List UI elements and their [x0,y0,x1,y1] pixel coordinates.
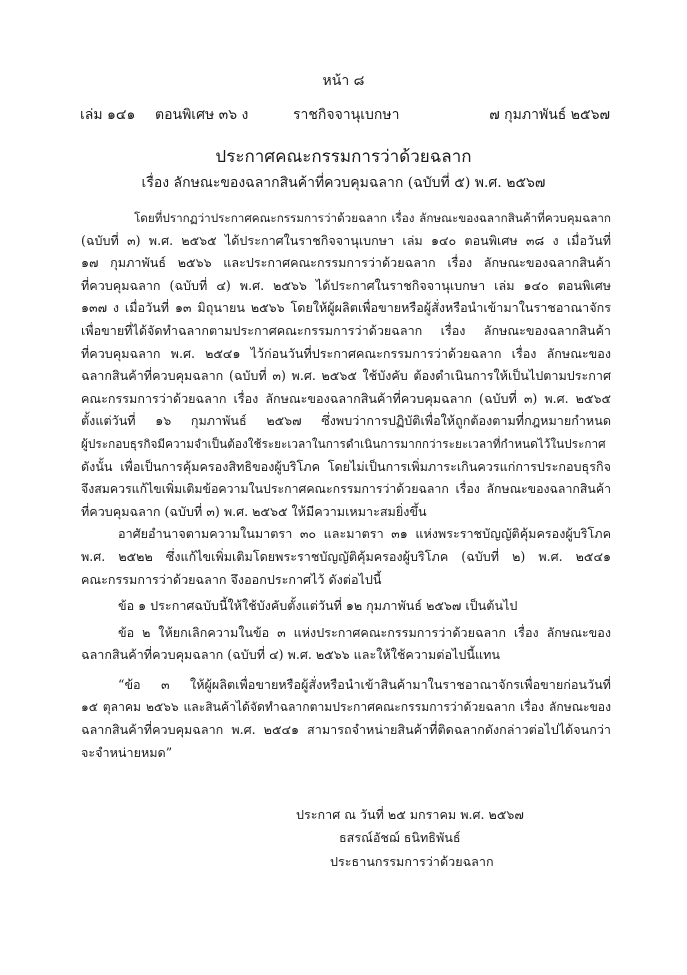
clause-2 [81,622,611,667]
volume-label: เล่ม ๑๔๑ [80,107,136,123]
text-line: พ.ศ. ๒๕๒๒ ซึ่งแก้ไขเพิ่มเติมโดยพระราชบัญญัติคุ้มครองผู้บริโภค (ฉบับที่ ๒) พ.ศ. ๒๕๔๑ [81,548,611,564]
authority-paragraph [81,523,611,591]
text-line: เพื่อขายที่ได้จัดทำฉลากตามประกาศคณะกรรมการว่าด้วยฉลาก เรื่อง ลักษณะของฉลากสินค้า [81,322,611,338]
text-line: (ฉบับที่ ๓) พ.ศ. ๒๕๖๕ ได้ประกาศในราชกิจจานุเบกษา เล่ม ๑๔๐ ตอนพิเศษ ๓๘ ง เมื่อวันที่ [81,232,611,248]
text-line: ตั้งแต่วันที่ ๑๖ กุมภาพันธ์ ๒๕๖๗ ซึ่งพบว่าการปฏิบัติเพื่อให้ถูกต้องตามที่กฎหมายกำหนด [81,413,611,429]
document-title: ประกาศคณะกรรมการว่าด้วยฉลาก [215,147,472,167]
text-line: ฉลากสินค้าที่ควบคุมฉลาก (ฉบับที่ ๔) พ.ศ. ๒๕๖๖ และให้ใช้ความต่อไปนี้แทน [81,647,500,663]
preamble-paragraph [81,207,611,523]
text-line: ข้อ ๒ ให้ยกเลิกความในข้อ ๓ แห่งประกาศคณะกรรมการว่าด้วยฉลาก เรื่อง ลักษณะของ [118,624,611,640]
text-line: คณะกรรมการว่าด้วยฉลาก เรื่อง ลักษณะของฉลากสินค้าที่ควบคุมฉลาก (ฉบับที่ ๓) พ.ศ. ๒๕๖๕ [81,390,611,406]
signatory-name: ธสรณ์อัชฌ์ ธนิทธิพันธ์ [339,830,461,845]
text-line: จะจำหน่ายหมด” [81,744,173,760]
text-line: จึงสมควรแก้ไขเพิ่มเติมข้อความในประกาศคณะกรรมการว่าด้วยฉลาก เรื่อง ลักษณะของฉลากสินค้า [81,482,611,497]
text-line: ที่ควบคุมฉลาก (ฉบับที่ ๓) พ.ศ. ๒๕๖๕ ให้มีความเหมาะสมยิ่งขึ้น [81,503,427,519]
signatory-position: ประธานกรรมการว่าด้วยฉลาก [330,854,494,869]
clause-1: ข้อ ๑ ประกาศฉบับนี้ให้ใช้บังคับตั้งแต่วันที่ ๑๒ กุมภาพันธ์ ๒๕๖๗ เป็นต้นไป [118,598,518,614]
text-line: คณะกรรมการว่าด้วยฉลาก จึงออกประกาศไว้ ดังต่อไปนี้ [81,571,382,587]
document-subtitle: เรื่อง ลักษณะของฉลากสินค้าที่ควบคุมฉลาก (ฉบับที่ ๕) พ.ศ. ๒๕๖๗ [141,175,546,191]
page-number: หน้า ๘ [322,73,365,89]
issue-label: ตอนพิเศษ ๓๖ ง [155,107,249,123]
document-body [81,207,611,764]
text-line: อาศัยอำนาจตามความในมาตรา ๓๐ และมาตรา ๓๑ แห่งพระราชบัญญัติคุ้มครองผู้บริโภค [118,526,611,542]
text-line: โดยที่ปรากฏว่าประกาศคณะกรรมการว่าด้วยฉลาก เรื่อง ลักษณะของฉลากสินค้าที่ควบคุมฉลาก [134,211,611,225]
gazette-date: ๗ กุมภาพันธ์ ๒๕๖๗ [489,107,610,123]
text-line: ดังนั้น เพื่อเป็นการคุ้มครองสิทธิของผู้บริโภค โดยไม่เป็นการเพิ่มภาระเกินควรแก่การประกอบธุรกิจ [81,458,611,474]
text-line: ที่ควบคุมฉลาก พ.ศ. ๒๕๔๑ ไว้ก่อนวันที่ประกาศคณะกรรมการว่าด้วยฉลาก เรื่อง ลักษณะของ [81,345,611,361]
gazette-name: ราชกิจจานุเบกษา [293,107,400,123]
text-line: ฉลากสินค้าที่ควบคุมฉลาก พ.ศ. ๒๕๔๑ สามารถจำหน่ายสินค้าที่ติดฉลากดังกล่าวต่อไปได้จนกว่า [81,722,611,738]
text-line: ๑๓๗ ง เมื่อวันที่ ๑๓ มิถุนายน ๒๕๖๖ โดยให้ผู้ผลิตเพื่อขายหรือผู้สั่งหรือนำเข้ามาในราชอาณาจักร [81,300,611,316]
text-line: “ข้อ ๓ ให้ผู้ผลิตเพื่อขายหรือผู้สั่งหรือนำเข้าสินค้ามาในราชอาณาจักรเพื่อขายก่อนวันที่ [118,676,611,692]
text-line: ๑๕ ตุลาคม ๒๕๖๖ และสินค้าได้จัดทำฉลากตามประกาศคณะกรรมการว่าด้วยฉลาก เรื่อง ลักษณะของ [81,700,611,715]
text-line: ที่ควบคุมฉลาก (ฉบับที่ ๔) พ.ศ. ๒๕๖๖ ได้ประกาศในราชกิจจานุเบกษา เล่ม ๑๔๐ ตอนพิเศษ [81,277,611,293]
text-line: ๑๗ กุมภาพันธ์ ๒๕๖๖ และประกาศคณะกรรมการว่าด้วยฉลาก เรื่อง ลักษณะของฉลากสินค้า [81,255,611,271]
amended-clause-quote [81,674,611,764]
text-line: ผู้ประกอบธุรกิจมีความจำเป็นต้องใช้ระยะเวลาในการดำเนินการมากกว่าระยะเวลาที่กำหนดไว้ในประกาศ [81,436,606,451]
text-line: ฉลากสินค้าที่ควบคุมฉลาก (ฉบับที่ ๓) พ.ศ. ๒๕๖๕ ใช้บังคับ ต้องดำเนินการให้เป็นไปตามประกาศ [81,368,611,384]
announcement-date: ประกาศ ณ วันที่ ๒๕ มกราคม พ.ศ. ๒๕๖๗ [296,807,524,822]
